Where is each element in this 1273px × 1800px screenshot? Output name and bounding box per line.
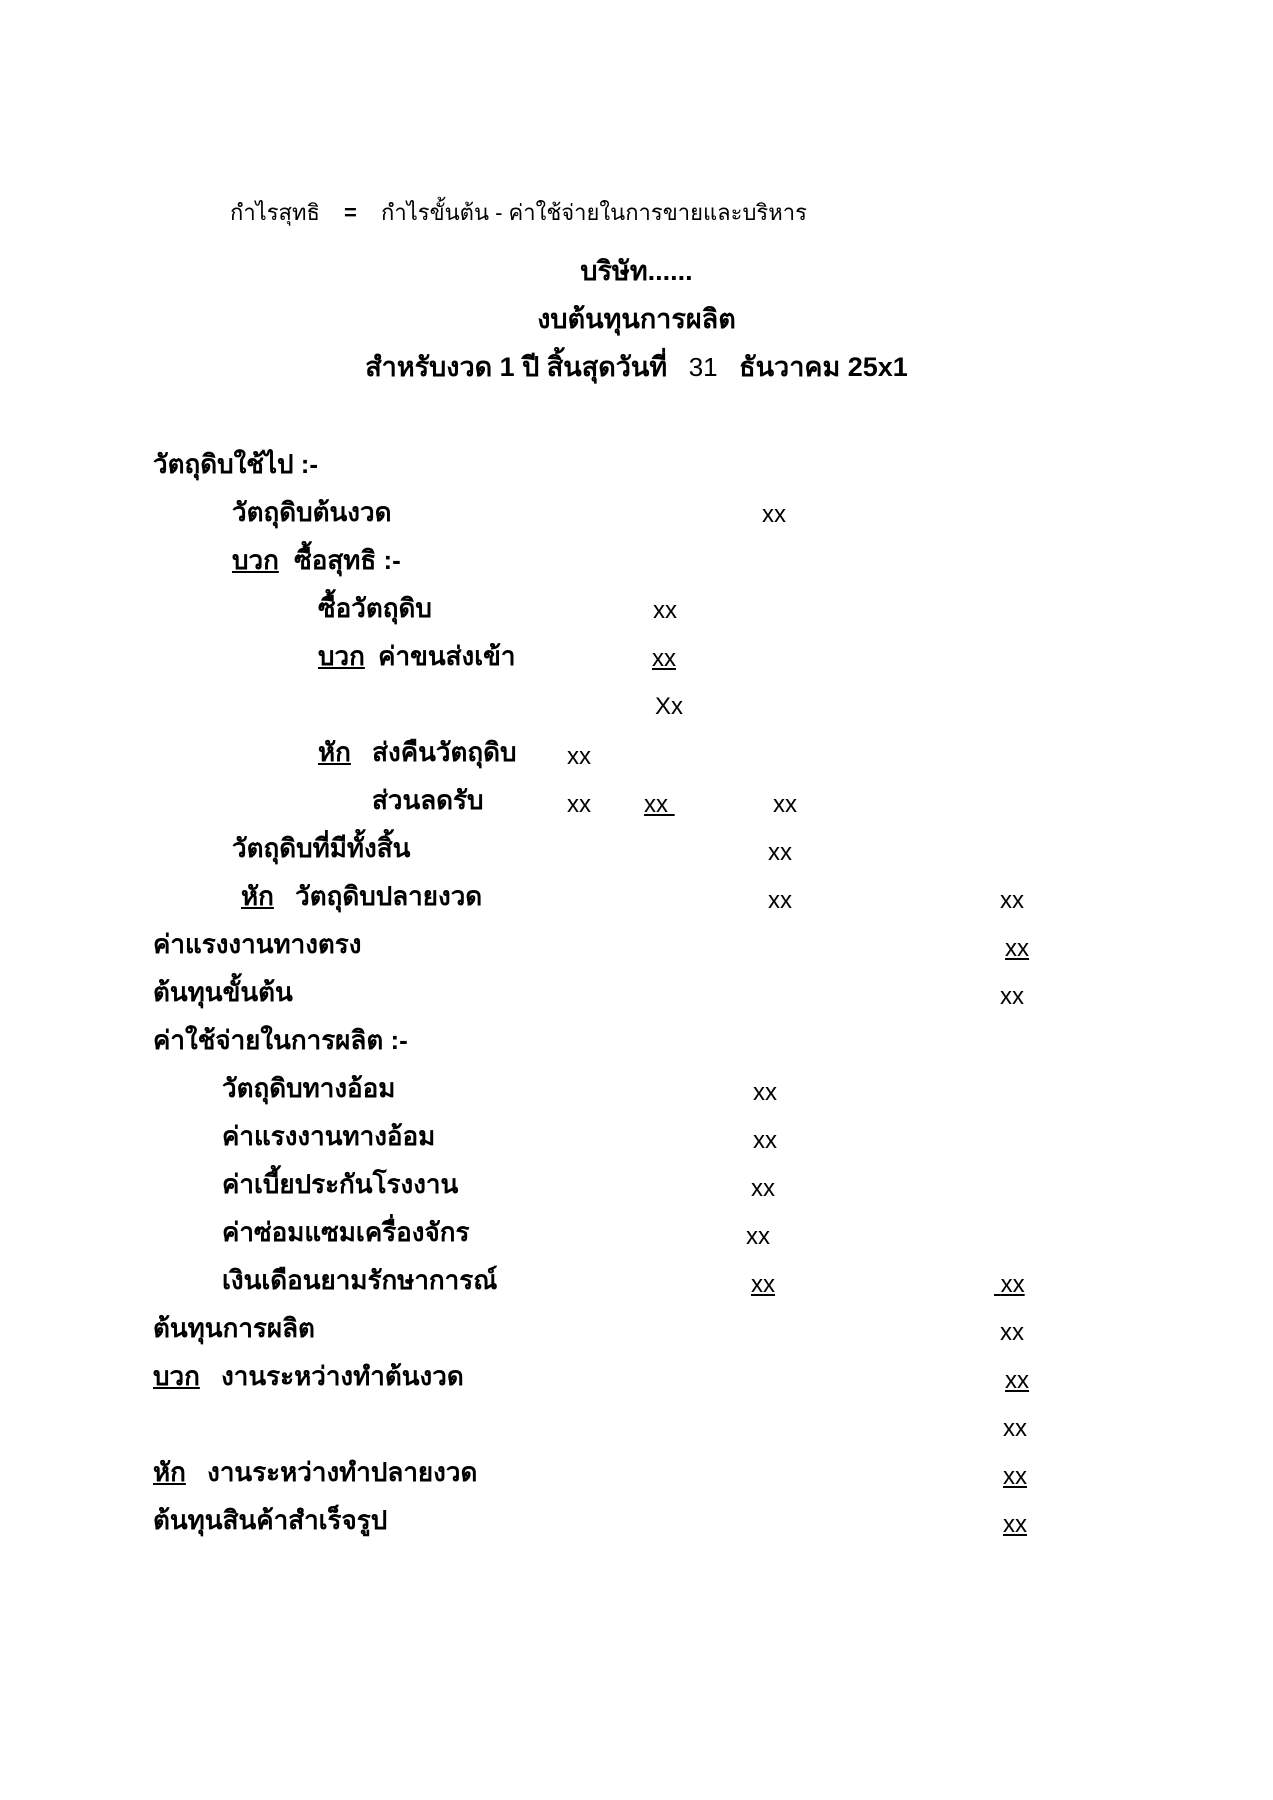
- materials-available-amount: xx: [768, 839, 792, 866]
- indirect-materials-amount: xx: [753, 1079, 777, 1106]
- period-month-year: ธันวาคม 25x1: [739, 352, 908, 382]
- freight-in-line: [318, 643, 515, 669]
- finished-goods-cost-label: ต้นทุนสินค้าสำเร็จรูป: [153, 1505, 388, 1535]
- period-day: 31: [688, 352, 718, 382]
- less-label-wip: หัก: [153, 1457, 186, 1487]
- beginning-wip-amount: xx: [1005, 1367, 1029, 1394]
- overhead-total-amount: xx: [1000, 1271, 1025, 1298]
- ending-wip-amount: xx: [1003, 1463, 1027, 1490]
- add-label: บวก: [232, 545, 279, 575]
- guard-salary-label: เงินเดือนยามรักษาการณ์: [222, 1265, 498, 1295]
- ending-wip-line: [153, 1459, 477, 1485]
- discounts-amount: xx: [567, 791, 591, 818]
- ending-materials-line: [241, 883, 482, 909]
- total-wip-amount: xx: [1003, 1415, 1027, 1442]
- manufacturing-cost-amount: xx: [1000, 1319, 1024, 1346]
- statement-period: [0, 354, 1273, 381]
- beginning-wip-label: งานระหว่างทำต้นงวด: [221, 1361, 464, 1391]
- indirect-labor-amount: xx: [753, 1127, 777, 1154]
- beginning-materials-amount: xx: [762, 501, 786, 528]
- finished-goods-cost-amount: xx: [1003, 1511, 1027, 1538]
- returns-line: [318, 739, 516, 765]
- formula-equals: =: [344, 200, 357, 225]
- period-prefix: สำหรับงวด 1 ปี สิ้นสุดวันที่: [365, 352, 668, 382]
- purchases-label: ซื้อวัตถุดิบ: [318, 593, 432, 623]
- direct-labor-label: ค่าแรงงานทางตรง: [153, 929, 362, 959]
- formula-net-profit: กำไรสุทธิ: [230, 200, 320, 225]
- materials-available-label: วัตถุดิบที่มีทั้งสิ้น: [232, 833, 411, 863]
- ending-materials-amount: xx: [768, 887, 792, 914]
- prime-cost-label: ต้นทุนขั้นต้น: [153, 977, 293, 1007]
- factory-insurance-label: ค่าเบี้ยประกันโรงงาน: [222, 1169, 459, 1199]
- machine-repair-label: ค่าซ่อมแซมเครื่องจักร: [222, 1217, 470, 1247]
- guard-salary-amount: xx: [751, 1271, 775, 1298]
- beginning-materials-label: วัตถุดิบต้นงวด: [232, 497, 392, 527]
- indirect-labor-label: ค่าแรงงานทางอ้อม: [222, 1121, 436, 1151]
- freight-in-amount: xx: [652, 645, 676, 672]
- formula-gross-profit-minus-expenses: กำไรขั้นต้น - ค่าใช้จ่ายในการขายและบริหาร: [381, 200, 807, 225]
- net-purchases-label: ซื้อสุทธิ :-: [294, 545, 401, 575]
- discounts-label: ส่วนลดรับ: [372, 785, 484, 815]
- prime-cost-amount: xx: [1000, 983, 1024, 1010]
- returns-amount: xx: [567, 743, 591, 770]
- indirect-materials-label: วัตถุดิบทางอ้อม: [222, 1073, 396, 1103]
- beginning-wip-line: [153, 1363, 464, 1389]
- company-name: บริษัท......: [580, 256, 693, 286]
- less-label: หัก: [318, 737, 351, 767]
- returns-discounts-total: xx: [644, 791, 668, 818]
- ending-wip-label: งานระหว่างทำปลายงวด: [207, 1457, 478, 1487]
- returns-label: ส่งคืนวัตถุดิบ: [372, 737, 517, 767]
- freight-in-label: ค่าขนส่งเข้า: [378, 641, 516, 671]
- purchases-subtotal-amount: Xx: [655, 693, 684, 720]
- net-purchases-line: [232, 547, 401, 573]
- net-purchases-amount: xx: [773, 791, 797, 818]
- purchases-amount: xx: [653, 597, 677, 624]
- direct-labor-amount: xx: [1005, 935, 1029, 962]
- ending-materials-label: วัตถุดิบปลายงวด: [295, 881, 483, 911]
- add-label-wip: บวก: [153, 1361, 200, 1391]
- factory-insurance-amount: xx: [751, 1175, 775, 1202]
- overhead-label: ค่าใช้จ่ายในการผลิต :-: [153, 1025, 408, 1055]
- formula-line: [230, 202, 807, 224]
- add-label-freight: บวก: [318, 641, 365, 671]
- materials-used-label: วัตถุดิบใช้ไป :-: [153, 449, 319, 479]
- less-label-ending: หัก: [241, 881, 274, 911]
- statement-title: งบต้นทุนการผลิต: [537, 304, 736, 334]
- machine-repair-amount: xx: [746, 1223, 770, 1250]
- materials-used-amount: xx: [1000, 887, 1024, 914]
- manufacturing-cost-label: ต้นทุนการผลิต: [153, 1313, 315, 1343]
